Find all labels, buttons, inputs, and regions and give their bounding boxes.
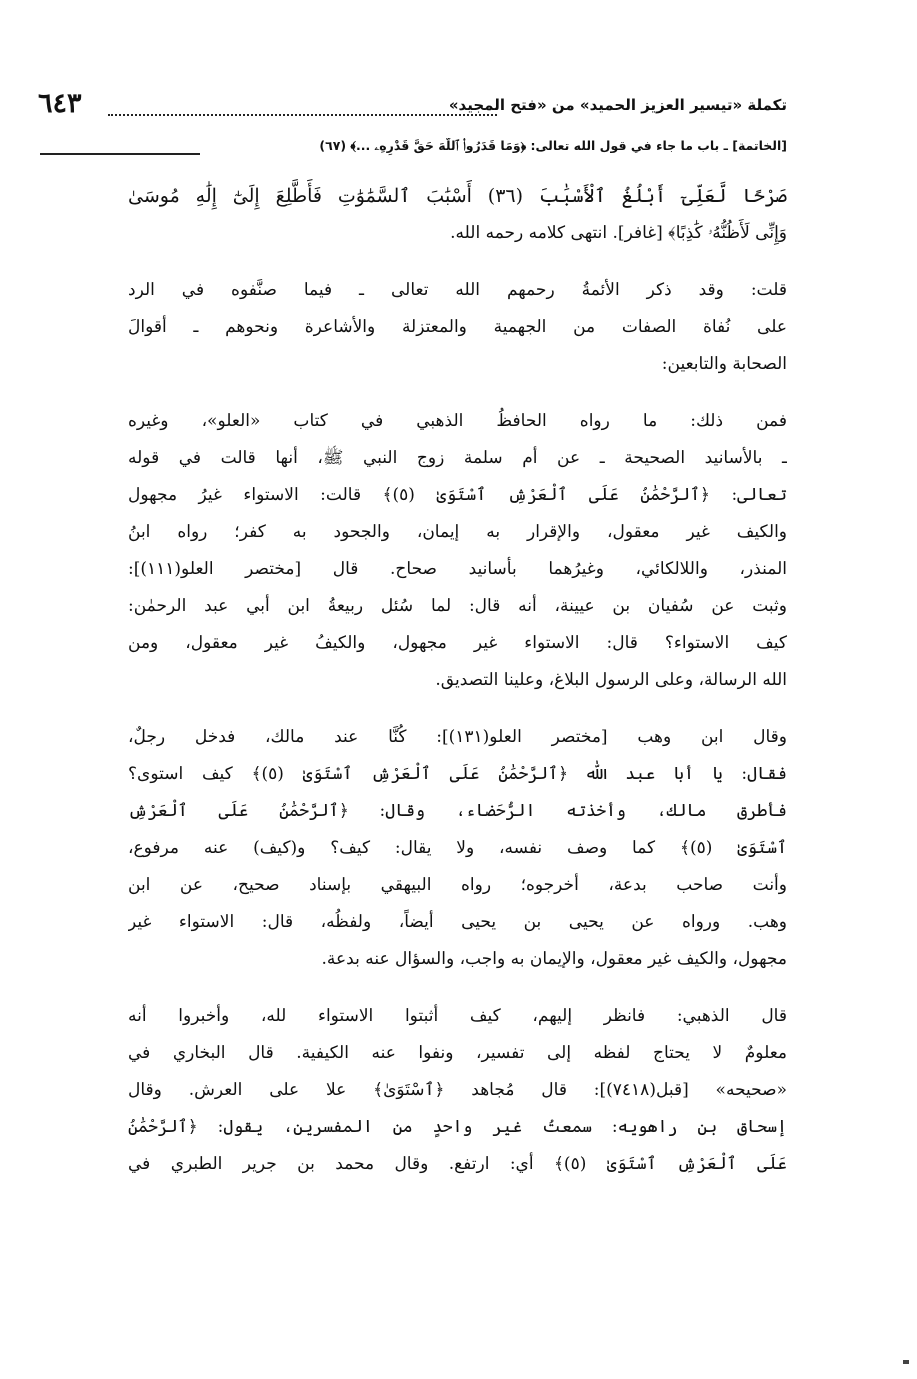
text-line: وقال ابن وهب [مختصر العلو(١٣١)]: كُنَّا عند مالك، فدخل رجلٌ، [128,727,787,747]
text-line: عَلَى ٱلْعَرْشِ ٱسْتَوَىٰ (٥)﴾ أي: ارتفع. وقال محمد بن جرير الطبري في [128,1154,787,1174]
text-line: صَرْحًا لَّعَلِّىٓ أَبْلُغُ ٱلْأَسْبَٰبَ (٣٦) أَسْبَٰبَ ٱلسَّمَٰوَٰتِ فَأَطَّلِعَ إِلَىٰٓ إِلَٰهِ مُوسَىٰ [128,185,787,207]
paragraph-qultu [128,272,787,383]
chapter-heading: [الخاتمة] ـ باب ما جاء في قول الله تعالى: ﴿وَمَا قَدَرُوا۟ ٱللَّهَ حَقَّ قَدْرِهِۦ ...﴾ (٦٧) [319,138,787,153]
text-line: فأطرق مالك، وأخذته الرُّحَضاء، وقال: ﴿ٱلرَّحْمَٰنُ عَلَى ٱلْعَرْشِ [128,801,787,821]
text-line: الصحابة والتابعين: [661,354,787,374]
text-line: وثبت عن سُفيان بن عيينة، أنه قال: لما سُئل ربيعةُ ابن أبي عبد الرحمٰن: [128,596,787,616]
paragraph-quran-continuation [128,178,787,252]
chapter-rule [40,153,200,155]
header-dotted-leader [108,114,497,116]
text-line: المنذر، واللالكائي، وغيرُهما بأسانيد صحاح. قال [مختصر العلو(١١١)]: [128,559,787,579]
paragraph-umm-salama [128,403,787,699]
paragraph-dhahabi [128,998,787,1183]
text-line: على نُفاة الصفات من الجهمية والمعتزلة والأشاعرة ونحوهم ـ أقوالَ [128,317,787,337]
text-line: مجهول، والكيف غير معقول، والإيمان به واجب، والسؤال عنه بدعة. [321,949,787,969]
text-line: وَإِنِّى لَأَظُنُّهُۥ كَٰذِبًا﴾ [غافر]. انتهى كلامه رحمه الله. [450,223,787,243]
text-line: والكيف غير معقول، والإقرار به إيمان، والجحود به كفر؛ رواه ابنُ [128,522,787,542]
paragraph-ibn-wahb [128,719,787,978]
scan-speck [903,1360,909,1364]
text-line: قلت: وقد ذكر الأئمةُ رحمهم الله تعالى ـ فيما صنَّفوه في الرد [128,280,787,300]
text-line: ـ بالأسانيد الصحيحة ـ عن أم سلمة زوج النبي ﷺ، أنها قالت في قوله [128,448,787,468]
page-header [38,88,787,128]
running-title: تكملة «تيسير العزيز الحميد» من «فتح المجيد» [448,96,787,114]
text-line: تعالى: ﴿ٱلرَّحْمَٰنُ عَلَى ٱلْعَرْشِ ٱسْتَوَىٰ (٥)﴾ قالت: الاستواء غيرُ مجهول [128,485,787,505]
text-line: الله الرسالة، وعلى الرسول البلاغ، وعلينا التصديق. [435,670,787,690]
page-body [128,178,787,1203]
text-line: فقال: يا أبا عبد اللّٰه ﴿ٱلرَّحْمَٰنُ عَلَى ٱلْعَرْشِ ٱسْتَوَىٰ (٥)﴾ كيف استوى؟ [128,764,787,784]
text-line: معلومٌ لا يحتاج لفظه إلى تفسير، ونفوا عنه الكيفية. قال البخاري في [128,1043,787,1063]
text-line: ٱسْتَوَىٰ (٥)﴾ كما وصف نفسه، ولا يقال: كيف؟ و(كيف) عنه مرفوع، [128,838,787,858]
text-line: «صحيحه» [قبل(٧٤١٨)]: قال مُجاهد ﴿ٱسْتَوَىٰ﴾ علا على العرش. وقال [128,1080,787,1100]
text-line: إسحاق بن راهويه: سمعتُ غير واحدٍ من المفسرين، يقول: ﴿ٱلرَّحْمَٰنُ [128,1117,787,1137]
text-line: وهب. ورواه عن يحيى بن يحيى أيضاً، ولفظُه، قال: الاستواء غير [128,912,787,932]
text-line: وأنت صاحب بدعة، أخرجوه؛ رواه البيهقي بإسناد صحيح، عن ابن [128,875,787,895]
text-line: قال الذهبي: فانظر إليهم، كيف أثبتوا الاستواء لله، وأخبروا أنه [128,1006,787,1026]
text-line: كيف الاستواء؟ قال: الاستواء غير مجهول، والكيفُ غير معقول، ومن [128,633,787,653]
page-number: ٦٤٣ [38,88,82,119]
text-line: فمن ذلك: ما رواه الحافظُ الذهبي في كتاب «العلو»، وغيره [128,411,787,431]
